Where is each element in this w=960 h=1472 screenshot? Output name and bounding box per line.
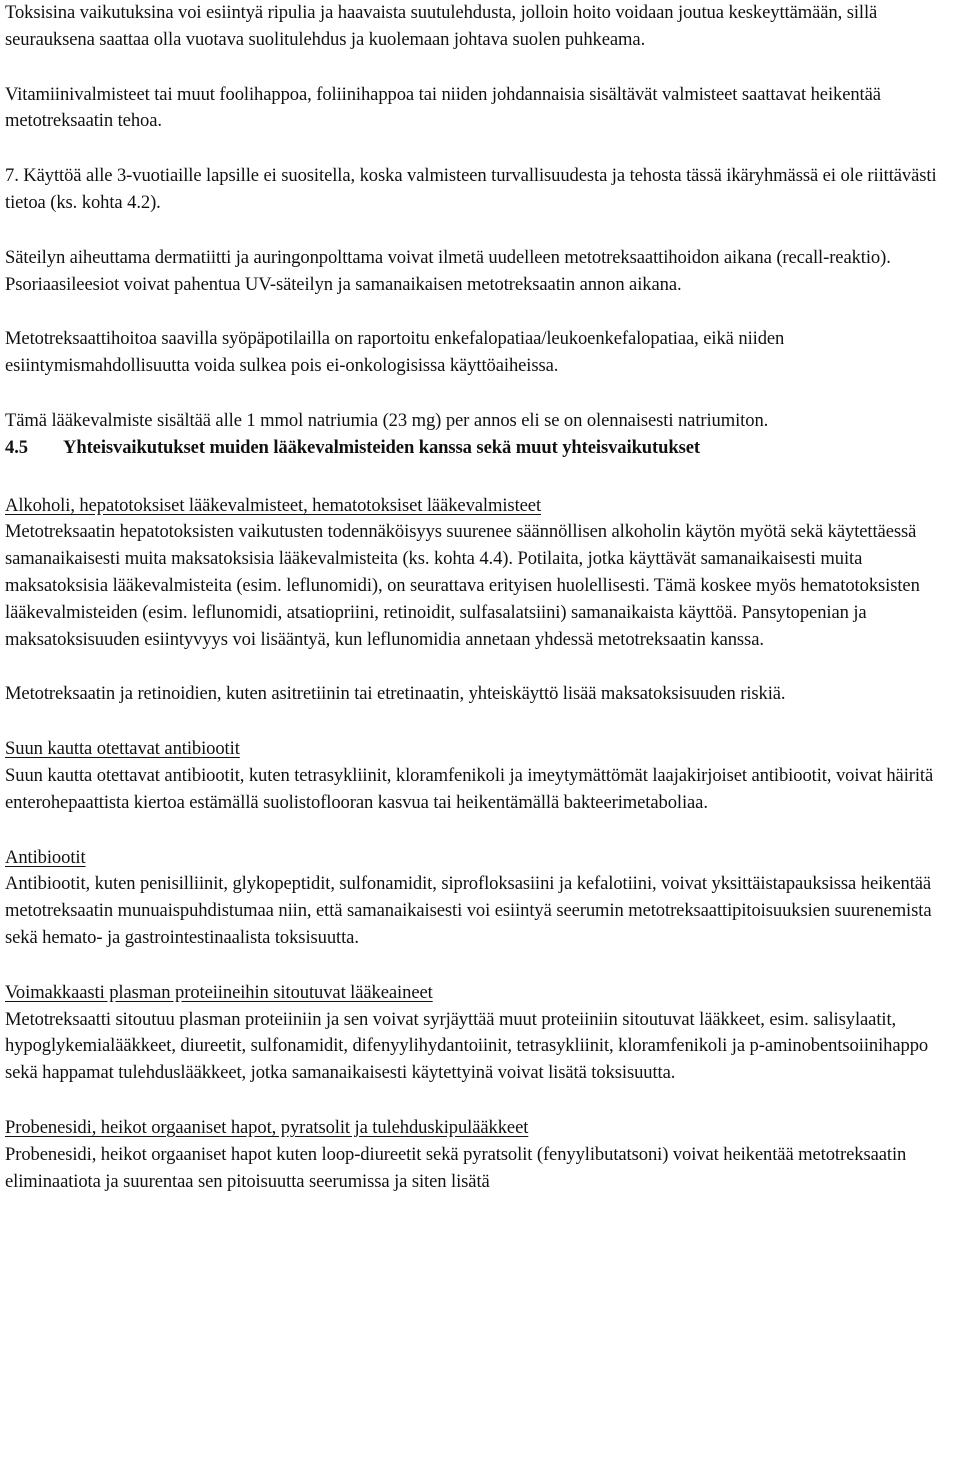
subsection-body-retinoids: Metotreksaatin ja retinoidien, kuten asitretiinin tai etretinaatin, yhteiskäyttö lisää maksatoksisuuden riskiä. (5, 683, 786, 705)
subsection-protein-binding (5, 980, 950, 1087)
paragraph-vitamins: Vitamiinivalmisteet tai muut foolihappoa, foliinihappoa tai niiden johdannaisia sisältävät valmisteet saattavat heikentää metotreksaatin tehoa. (5, 83, 881, 132)
paragraph-encephalopathy: Metotreksaattihoitoa saavilla syöpäpotilailla on raportoitu enkefalopatiaa/leukoenkefalopatiaa, eikä niiden esiintymismahdollisuutta voida sulkea pois ei-onkologisissa käyttöaiheissa. (5, 328, 785, 377)
paragraph-toxic-effects: Toksisina vaikutuksina voi esiintyä ripulia ja haavaista suutulehdusta, jolloin hoito voidaan joutua keskeyttämään, sillä seurauksena saattaa olla vuotava suolitulehdus ja kuolemaan johtava suolen puhkeama. (5, 2, 878, 50)
subsection-probenecid (5, 1115, 950, 1195)
subsection-heading: Probenesidi, heikot orgaaniset hapot, pyratsolit ja tulehduskipulääkkeet (5, 1116, 529, 1138)
subsection-heading: Voimakkaasti plasman proteiineihin sitoutuvat lääkeaineet (5, 981, 433, 1003)
subsection-heading: Suun kautta otettavat antibiootit (5, 738, 240, 760)
paragraph-radiation: Säteilyn aiheuttama dermatiitti ja auringonpolttama voivat ilmetä uudelleen metotreksaattihoidon aikana (recall-reaktio). Psoriaasileesiot voivat pahentua UV-säteilyn ja samanaikaisen metotreksaatin annon aikana. (5, 246, 891, 295)
subsection-oral-antibiotics (5, 736, 950, 816)
subsection-antibiotics (5, 845, 950, 952)
subsection-heading: Antibiootit (5, 846, 86, 868)
section-number: 4.5 (5, 436, 28, 458)
section-heading (5, 435, 950, 462)
paragraph-children: 7. Käyttöä alle 3-vuotiaille lapsille ei suositella, koska valmisteen turvallisuudesta ja tehosta tässä ikäryhmässä ei ole riittävästi tietoa (ks. kohta 4.2). (5, 165, 937, 213)
document-page (5, 0, 950, 1195)
subsection-body: Antibiootit, kuten penisilliinit, glykopeptidit, sulfonamidit, siprofloksasiini ja kefalotiini, voivat yksittäistapauksissa heikentää metotreksaatin munuaispuhdistumaa niin, että samanaikaisesti voi esiintyä seerumin metotreksaattipitoisuuksien suurenemista sekä hemato- ja gastrointestinaalista toksisuutta. (5, 873, 932, 948)
subsection-body: Metotreksaatin hepatotoksisten vaikutusten todennäköisyys suurenee säännöllisen alkoholin käytön myötä sekä käytettäessä samanaikaisesti muita maksatoksisia lääkevalmisteita (ks. kohta 4.4). Potilaita, jotka käyttävät samanaikaisesti muita maksatoksisia lääkevalmisteita (esim. leflunomidi), on seurattava erityisen huolellisesti. Tämä koskee myös hematotoksisten lääkevalmisteiden (esim. leflunomidi, atsatiopriini, retinoidit, sulfasalatsiini) samanaikaista käyttöä. Pansytopenian ja maksatoksisuuden esiintyvyys voi lisääntyä, kun leflunomidia annetaan yhdessä metotreksaatin kanssa. (5, 521, 920, 650)
subsection-body: Probenesidi, heikot orgaaniset hapot kuten loop-diureetit sekä pyratsolit (fenyylibutatsoni) voivat heikentää metotreksaatin eliminaatiota ja suurentaa sen pitoisuutta seerumissa ja siten lisätä (5, 1143, 907, 1192)
section-title: Yhteisvaikutukset muiden lääkevalmisteiden kanssa sekä muut yhteisvaikutukset (63, 436, 700, 458)
subsection-body: Suun kautta otettavat antibiootit, kuten tetrasykliinit, kloramfenikoli ja imeytymättömät laajakirjoiset antibiootit, voivat häiritä enterohepaattista kiertoa estämällä suolistoflooran kasvua tai heikentämällä bakteerimetaboliaa. (5, 764, 934, 813)
paragraph-sodium: Tämä lääkevalmiste sisältää alle 1 mmol natriumia (23 mg) per annos eli se on olennaisesti natriumiton. (5, 409, 769, 431)
subsection-body: Metotreksaatti sitoutuu plasman proteiiniin ja sen voivat syrjäyttää muut proteiiniin sitoutuvat lääkkeet, esim. salisylaatit, hypoglykemialääkkeet, diureetit, sulfonamidit, difenyylihydantoiinit, tetrasykliinit, kloramfenikoli ja p-aminobentsoiinihappo sekä happamat tulehduslääkkeet, jotka samanaikaisesti käytettyinä voivat lisätä toksisuutta. (5, 1008, 929, 1084)
subsection-heading: Alkoholi, hepatotoksiset lääkevalmisteet, hematotoksiset lääkevalmisteet (5, 494, 542, 516)
subsection-alcohol (5, 493, 950, 709)
